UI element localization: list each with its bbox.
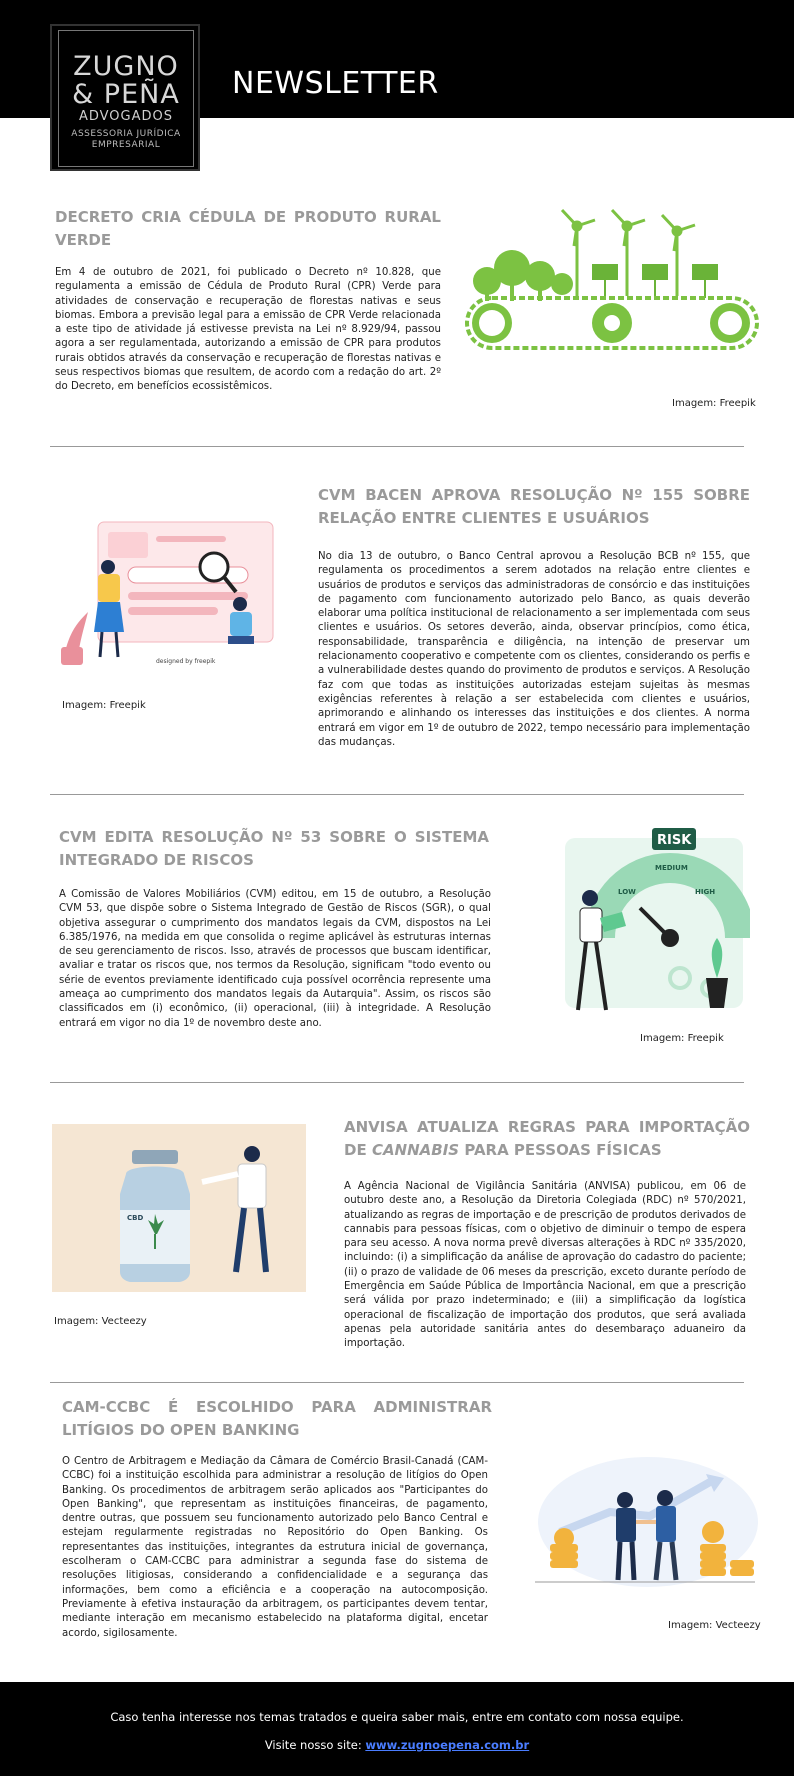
company-logo (50, 24, 200, 171)
freepik-watermark: designed by freepik (156, 658, 216, 665)
gauge-high-label: HIGH (695, 888, 716, 896)
article-2-title: CVM BACEN APROVA RESOLUÇÃO Nº 155 SOBRE RELAÇÃO ENTRE CLIENTES E USUÁRIOS (318, 486, 750, 527)
section-divider (50, 446, 744, 447)
eco-illustration (462, 206, 762, 376)
gauge-medium-label: MEDIUM (655, 864, 688, 872)
article-2-caption: Imagem: Freepik (62, 700, 146, 711)
article-4-title (344, 1116, 750, 1162)
article-3-body: A Comissão de Valores Mobiliários (CVM) editou, em 15 de outubro, a Resolução CVM 53, que dispõe sobre o Sistema Integrado de Gestão de Riscos (SGR), o qual objetiva assegurar o cumprimento dos mandatos legais da CVM, dispostos na Lei 6.385/1976, na medida em que consolida o regime aplicável às estruturas internas de seu gerenciamento de riscos. Isso, através de processos que buscam identificar, avaliar e tratar os riscos que, nos termos da Resolução, significam "todo evento ou série de eventos previamente identificado cuja possível ocorrência represente uma ameaça ao cumprimento dos mandatos legais da Autarquia". Assim, os riscos são classificados em (i) econômico, (ii) operacional, (iii) à integridade. A Resolução entrará em vigor no dia 1º de novembro deste ano. (59, 889, 491, 1029)
article-3-caption: Imagem: Freepik (640, 1033, 724, 1044)
article-4-title-part2: PARA PESSOAS FÍSICAS (464, 1141, 662, 1159)
search-illustration (58, 512, 280, 672)
newsletter-footer (0, 1682, 794, 1776)
footer-site-line (0, 1738, 794, 1752)
logo-line-empresarial: EMPRESARIAL (91, 140, 161, 150)
logo-frame (58, 30, 194, 167)
gauge-low-label: LOW (618, 888, 636, 896)
article-1-body: Em 4 de outubro de 2021, foi publicado o Decreto nº 10.828, que regulamenta a emissão de Cédula de Produto Rural (CPR) Verde para atividades de conservação e recuperação de florestas nativas e seus biomas. Embora a previsão legal para a emissão de CPR Verde relacionada a este tipo de atividade já estivesse prevista na Lei nº 8.929/94, passou agora a ser regulamentada, autorizando a emissão de CPR para produtos rurais obtidos através da conservação e recuperação de florestas nativas e seus respectivos biomas que resultem, de acordo com a redação do art. 2º do Decreto, em benefícios ecossistêmicos. (55, 267, 441, 393)
newsletter-title: NEWSLETTER (232, 66, 439, 101)
article-1-title: DECRETO CRIA CÉDULA DE PRODUTO RURAL VERDE (55, 208, 441, 249)
risk-illustration (560, 828, 750, 1018)
section-divider (50, 1382, 744, 1383)
article-2-body: No dia 13 de outubro, o Banco Central aprovou a Resolução BCB nº 155, que regulamenta os procedimentos a serem adotados na relação entre clientes e usuários de produtos e serviços das administradoras de consórcio e das instituições de pagamento com funcionamento autorizado pelo Banco, as quais deverão elaborar uma política institucional de relacionamento a ser implementada com seus clientes e usuários. Os setores deverão, ainda, observar princípios, como ética, responsabilidade, transparência e diligência, na intenção de preservar um relacionamento cooperativo e competente com os clientes, considerando os perfis e a vulnerabilidade destes quando do provimento de produtos e serviços. A Resolução faz com que todas as instituições autorizadas estejam sujeitas às mesmas exigências referentes à relação a ser estabelecida com clientes e usuários, aprimorando e alinhando os interesses das instituições e dos clientes. A norma entrará em vigor em 1º de outubro de 2022, tempo necessário para implementação das mudanças. (318, 551, 750, 748)
footer-contact-text: Caso tenha interesse nos temas tratados e queira saber mais, entre em contato com nossa equipe. (110, 1710, 684, 1724)
handshake-illustration (530, 1452, 760, 1594)
logo-line-zugno: ZUGNO (73, 51, 179, 82)
article-4-caption: Imagem: Vecteezy (54, 1316, 147, 1327)
article-1-caption: Imagem: Freepik (672, 398, 756, 409)
cbd-illustration (52, 1124, 306, 1292)
logo-line-pena: & PEÑA (72, 79, 180, 110)
section-divider (50, 1082, 744, 1083)
article-5-body: O Centro de Arbitragem e Mediação da Câmara de Comércio Brasil-Canadá (CAM-CCBC) foi a instituição escolhida para administrar a resolução de litígios do Open Banking. Os procedimentos de arbitragem serão aplicados aos "Participantes do Open Banking", que representam as instituições financeiras, de pagamento, dentre outras, que possuem seu funcionamento autorizado pelo Banco Central e estejam regularmente registradas no Repositório do Open Banking. Os representantes das instituições, integrantes da estrutura inicial de governança, escolheram o CAM-CCBC para administrar a segunda fase do sistema de resoluções litigiosas, considerando a confidencialidade e a segurança das informações, bem como a eficiência e a cooperação na autocomposição. Previamente à efetiva instauração da arbitragem, os participantes devem tentar, mediante interação em mecanismo estabelecido na plataforma digital, encetar acordo, sigilosamente. (62, 1456, 488, 1639)
logo-line-advogados: ADVOGADOS (78, 109, 174, 124)
article-4-body: A Agência Nacional de Vigilância Sanitária (ANVISA) publicou, em 06 de outubro deste ano, a Resolução da Diretoria Colegiada (RDC) nº 570/2021, atualizando as regras de importação e de prescrição de produtos derivados de cannabis para pessoas físicas, com o objetivo de diminuir o tempo de espera para seu acesso. A nova norma prevê diversas alterações à RDC nº 335/2020, incluindo: (i) a simplificação da análise de aprovação do cadastro do paciente; (ii) o prazo de validade de 06 meses da prescrição, exceto durante período de Emergência em Saúde Pública de Importância Nacional, em que a prescrição será válida por prazo indeterminado; e (iii) a simplificação da logística operacional de fiscalização de importação dos produtos, que será avaliada apenas pela autoridade sanitária antes do desembaraço aduaneiro da importação. (344, 1181, 746, 1350)
bottle-label: CBD (127, 1214, 144, 1222)
footer-site-prefix: Visite nosso site: (264, 1738, 362, 1752)
article-5-caption: Imagem: Vecteezy (668, 1620, 761, 1631)
article-3-title: CVM EDITA RESOLUÇÃO Nº 53 SOBRE O SISTEMA INTEGRADO DE RISCOS (59, 828, 489, 869)
website-link[interactable]: www.zugnoepena.com.br (365, 1738, 530, 1752)
article-4-title-part1: ANVISA ATUALIZA REGRAS PARA IMPORTAÇÃO DE (344, 1118, 750, 1159)
section-divider (50, 794, 744, 795)
logo-line-assessoria: ASSESSORIA JURÍDICA (71, 129, 181, 139)
article-4-title-italic: CANNABIS (371, 1141, 460, 1159)
article-5-title: CAM-CCBC É ESCOLHIDO PARA ADMINISTRAR LITÍGIOS DO OPEN BANKING (62, 1398, 492, 1439)
gauge-risk-label: RISK (657, 833, 692, 848)
